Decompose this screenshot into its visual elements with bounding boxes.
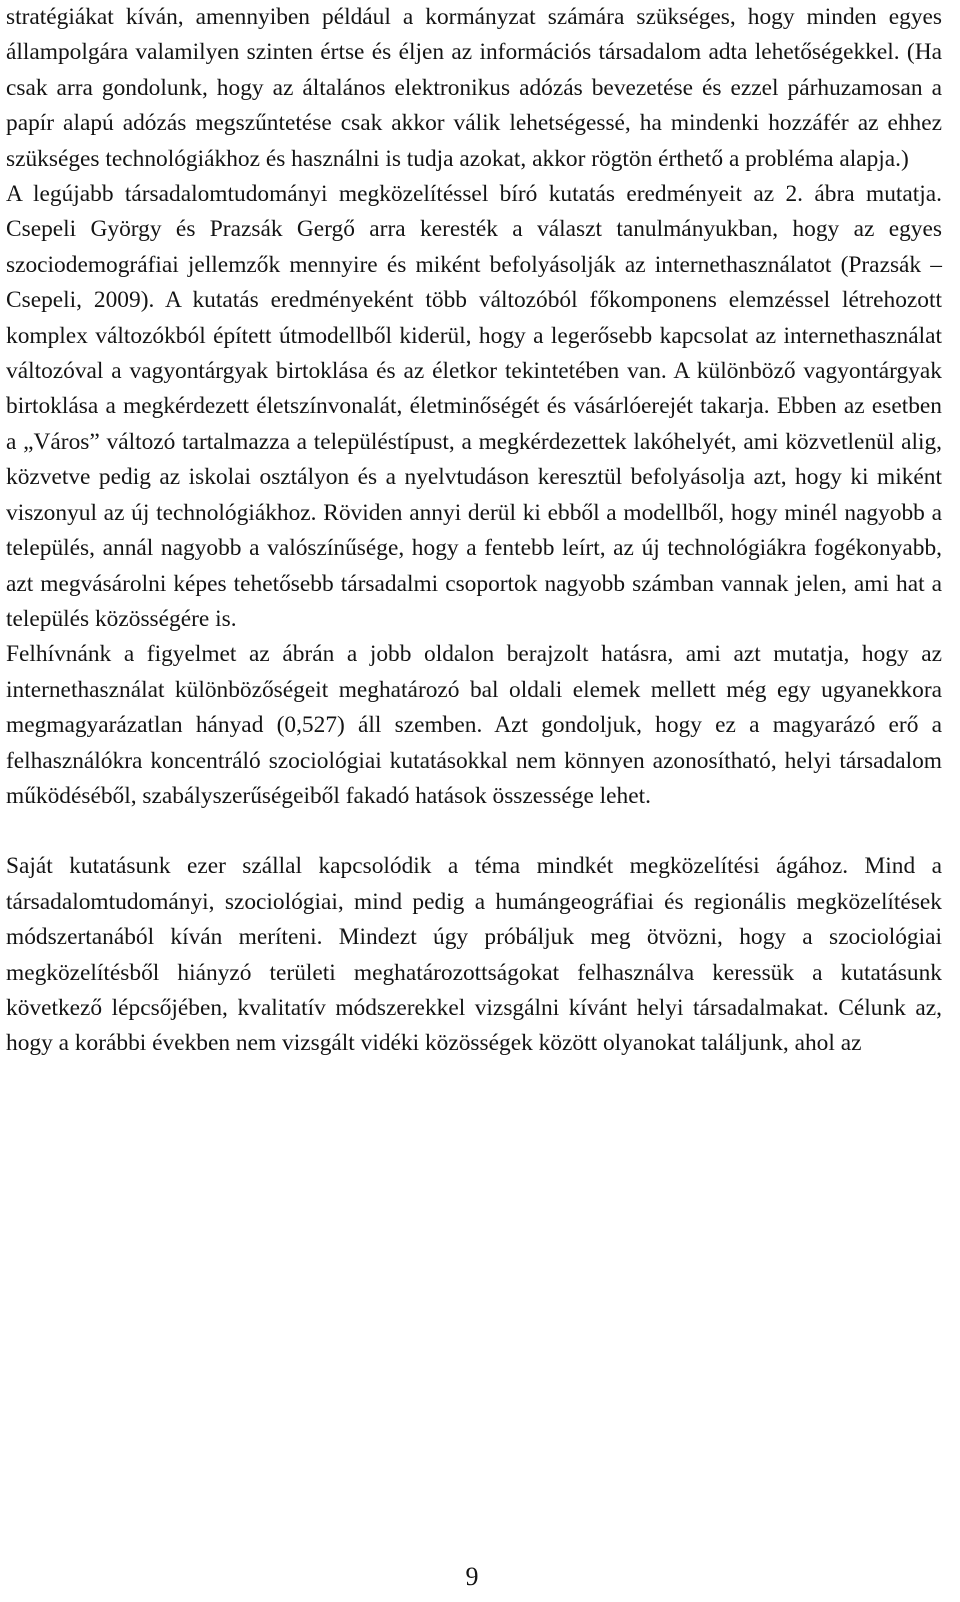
paragraph-intro: stratégiákat kíván, amennyiben például a kormányzat számára szükséges, hogy minden egyes állampolgára valamilyen szinten értse és éljen az információs társadalom adta lehetőségekkel. (Ha csak arra gondolunk, hogy az általános elektronikus adózás bevezetése és ezzel párhuzamosan a papír alapú adózás megszűntetése csak akkor válik lehetségessé, ha mindenki hozzáfér az ehhez szükséges technológiákhoz és használni is tudja azokat, akkor rögtön érthető a probléma alapja.) [6, 4, 942, 172]
paragraph-unexplained-share: Felhívnánk a figyelmet az ábrán a jobb oldalon berajzolt hatásra, ami azt mutatja, hogy az internethasználat különbözőségeit meghatározó bal oldali elemek mellett még egy ugyanekkora megmagyarázatlan hányad (0,527) áll szemben. Azt gondoljuk, hogy ez a magyarázó erő a felhasználókra koncentráló szociológiai kutatásokkal nem könnyen azonosítható, helyi társadalom működéséből, szabályszerűségeiből fakadó hatások összessége lehet. [6, 641, 942, 809]
page-number: 9 [465, 1562, 479, 1591]
paragraph-own-research: Saját kutatásunk ezer szállal kapcsolódik a téma mindkét megközelítési ágához. Mind a társadalomtudományi, szociológiai, mind pedig a humángeográfiai és regionális megközelítések módszertanából kíván meríteni. Mindezt úgy próbáljuk meg ötvözni, hogy a szociológiai megközelítésből hiányzó területi meghatározottságokat felhasználva keressük a kutatásunk következő lépcsőjében, kvalitatív módszerekkel vizsgálni kívánt helyi társadalmakat. Célunk az, hogy a korábbi években nem vizsgált vidéki közösségek között olyanokat találjunk, ahol az [6, 853, 942, 1057]
document-page [6, 0, 942, 1062]
paragraph-research-results: A legújabb társadalomtudományi megközelítéssel bíró kutatás eredményeit az 2. ábra mutatja. Csepeli György és Prazsák Gergő arra keresték a választ tanulmányukban, hogy az egyes szociodemográfiai jellemzők mennyire és miként befolyásolják az internethasználatot (Prazsák – Csepeli, 2009). A kutatás eredményeként több változóból főkomponens elemzéssel létrehozott komplex változókból épített útmodellből kiderül, hogy a legerősebb kapcsolat az internethasználat változóval a vagyontárgyak birtoklása és az életkor tekintetében van. A különböző vagyontárgyak birtoklása a megkérdezett életszínvonalát, életminőségét és vásárlóerejét takarja. Ebben az esetben a „Város” változó tartalmazza a településtípust, a megkérdezettek lakóhelyét, ami közvetlenül alig, közvetve pedig az iskolai osztályon és a nyelvtudáson keresztül befolyásolja azt, hogy ki miként viszonyul az új technológiákhoz. Röviden annyi derül ki ebből a modellből, hogy minél nagyobb a település, annál nagyobb a valószínűsége, hogy a fentebb leírt, az új technológiákra fogékonyabb, azt megvásárolni képes tehetősebb társadalmi csoportok nagyobb számban vannak jelen, ami hat a település közösségére is. [6, 181, 942, 632]
